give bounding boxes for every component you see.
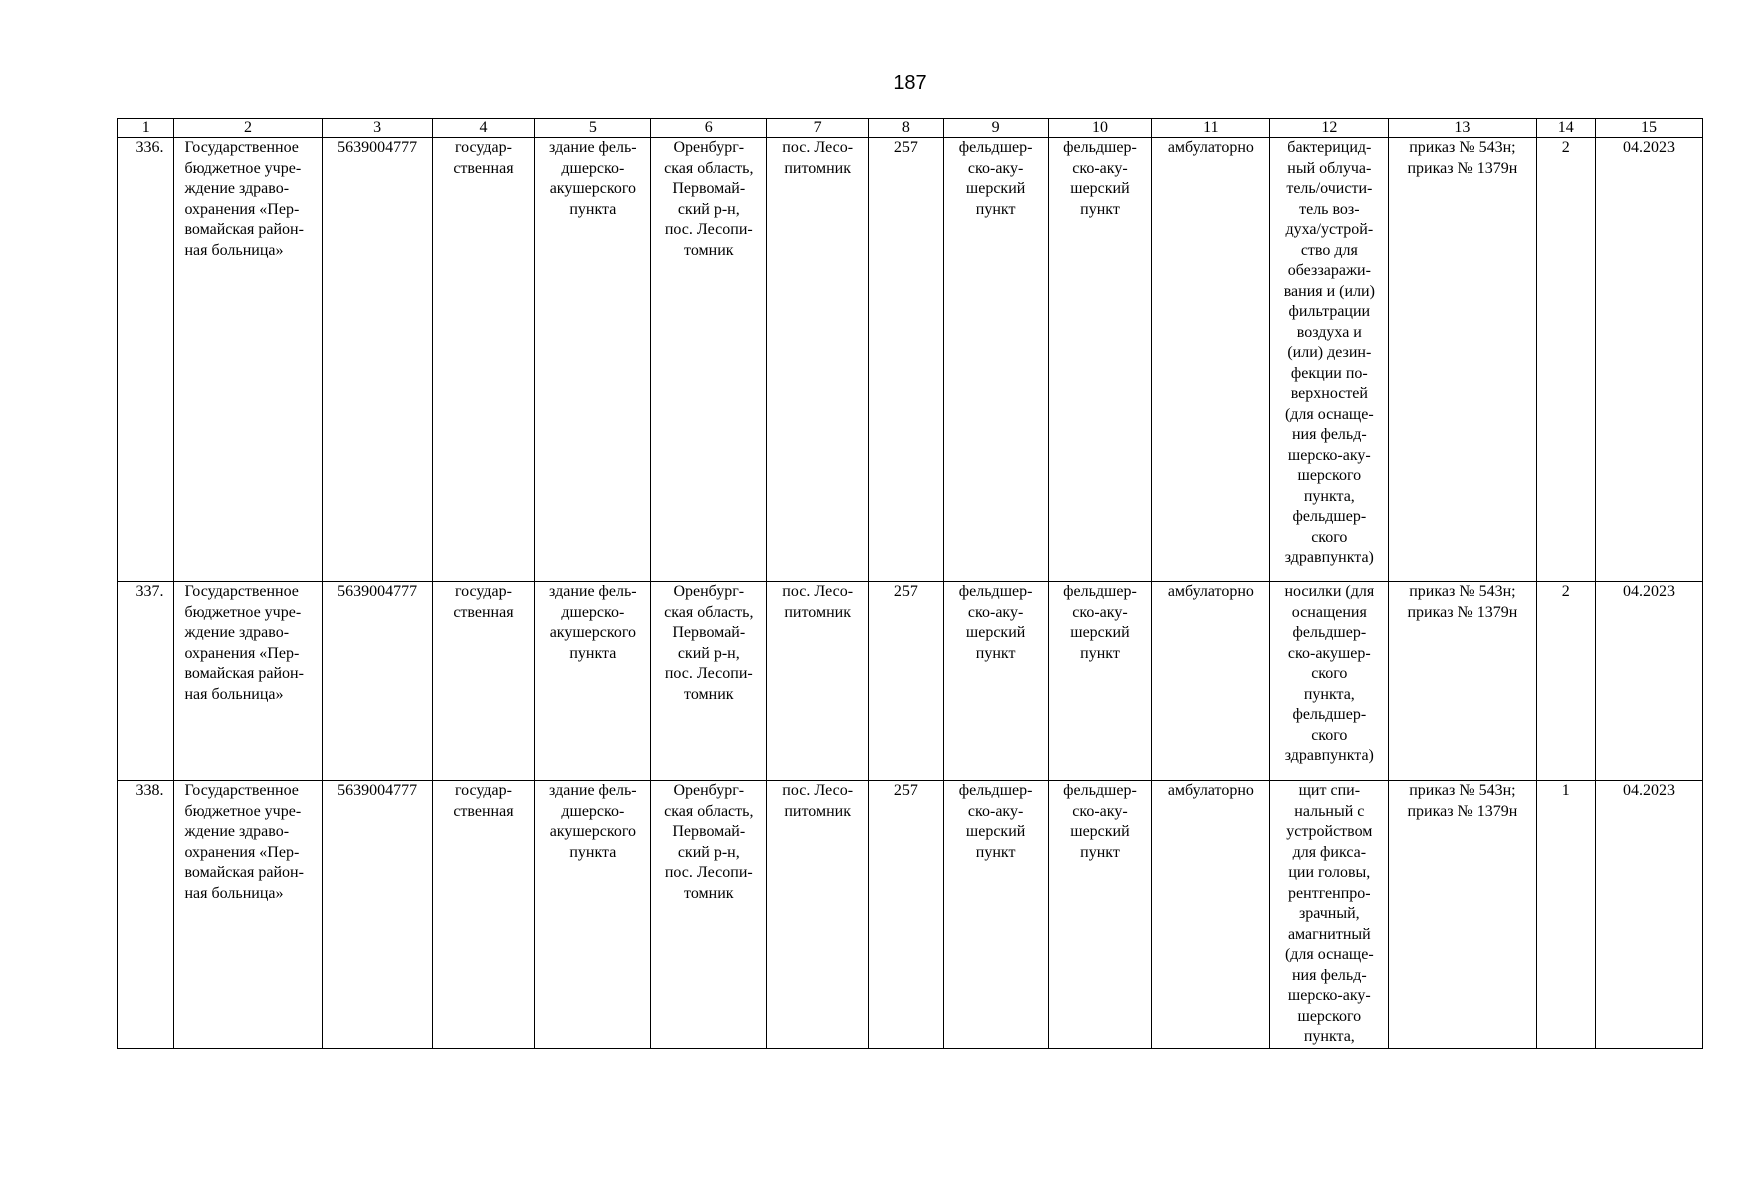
ownership-cell: государ- ственная bbox=[432, 138, 535, 582]
building-cell: здание фель- дшерско- акушерского пункта bbox=[535, 781, 651, 1049]
ownership-cell: государ- ственная bbox=[432, 582, 535, 781]
date-cell: 04.2023 bbox=[1596, 582, 1703, 781]
facility-type-cell: фельдшер- ско-аку- шерский пункт bbox=[943, 781, 1048, 1049]
column-header: 13 bbox=[1389, 119, 1536, 138]
inn-cell: 5639004777 bbox=[322, 138, 432, 582]
date-cell: 04.2023 bbox=[1596, 138, 1703, 582]
page-number: 187 bbox=[893, 72, 927, 94]
care-conditions-cell: амбулаторно bbox=[1152, 138, 1270, 582]
address-cell: Оренбург- ская область, Первомай- ский р-н, пос. Лесопи- томник bbox=[651, 138, 767, 582]
column-header: 14 bbox=[1536, 119, 1595, 138]
column-header: 6 bbox=[651, 119, 767, 138]
column-header: 8 bbox=[869, 119, 944, 138]
column-header: 10 bbox=[1048, 119, 1152, 138]
equipment-cell: носилки (для оснащения фельдшер- ско-акушер- ского пункта, фельдшер- ского здравпункта) bbox=[1270, 582, 1389, 781]
subdivision-cell: фельдшер- ско-аку- шерский пункт bbox=[1048, 582, 1152, 781]
care-conditions-cell: амбулаторно bbox=[1152, 582, 1270, 781]
column-header: 15 bbox=[1596, 119, 1703, 138]
column-number-row bbox=[118, 119, 1703, 138]
quantity-cell: 2 bbox=[1536, 582, 1595, 781]
column-header: 9 bbox=[943, 119, 1048, 138]
column-header: 7 bbox=[767, 119, 869, 138]
date-cell: 04.2023 bbox=[1596, 781, 1703, 1049]
table-row bbox=[118, 138, 1703, 582]
ownership-cell: государ- ственная bbox=[432, 781, 535, 1049]
column-header: 11 bbox=[1152, 119, 1270, 138]
organization-cell: Государственное бюджетное учре- ждение здраво- охранения «Пер- вомайская район- ная больница» bbox=[174, 138, 322, 582]
settlement-cell: пос. Лесо- питомник bbox=[767, 781, 869, 1049]
equipment-cell: бактерицид- ный облуча- тель/очисти- тель воз- духа/устрой- ство для обеззаражи- вания и (или) фильтрации воздуха и (или) дезин- фекции по- верхностей (для оснаще- ния фельд- шерско-аку- шерского пункта, фельдшер- ского здравпункта) bbox=[1270, 138, 1389, 582]
organization-cell: Государственное бюджетное учре- ждение здраво- охранения «Пер- вомайская район- ная больница» bbox=[174, 582, 322, 781]
subdivision-cell: фельдшер- ско-аку- шерский пункт bbox=[1048, 781, 1152, 1049]
order-cell: приказ № 543н; приказ № 1379н bbox=[1389, 138, 1536, 582]
column-header: 3 bbox=[322, 119, 432, 138]
inn-cell: 5639004777 bbox=[322, 582, 432, 781]
settlement-cell: пос. Лесо- питомник bbox=[767, 138, 869, 582]
equipment-cell: щит спи- нальный с устройством для фикса- ции головы, рентгенпро- зрачный, амагнитный (для оснаще- ния фельд- шерско-аку- шерского пункта, bbox=[1270, 781, 1389, 1049]
order-cell: приказ № 543н; приказ № 1379н bbox=[1389, 582, 1536, 781]
address-cell: Оренбург- ская область, Первомай- ский р-н, пос. Лесопи- томник bbox=[651, 582, 767, 781]
table-row bbox=[118, 781, 1703, 1049]
building-cell: здание фель- дшерско- акушерского пункта bbox=[535, 138, 651, 582]
column-header: 2 bbox=[174, 119, 322, 138]
population-cell: 257 bbox=[869, 781, 944, 1049]
quantity-cell: 2 bbox=[1536, 138, 1595, 582]
column-header: 4 bbox=[432, 119, 535, 138]
population-cell: 257 bbox=[869, 138, 944, 582]
column-header: 12 bbox=[1270, 119, 1389, 138]
column-header: 1 bbox=[118, 119, 174, 138]
equipment-table bbox=[117, 118, 1703, 1049]
population-cell: 257 bbox=[869, 582, 944, 781]
building-cell: здание фель- дшерско- акушерского пункта bbox=[535, 582, 651, 781]
order-cell: приказ № 543н; приказ № 1379н bbox=[1389, 781, 1536, 1049]
column-header: 5 bbox=[535, 119, 651, 138]
subdivision-cell: фельдшер- ско-аку- шерский пункт bbox=[1048, 138, 1152, 582]
address-cell: Оренбург- ская область, Первомай- ский р-н, пос. Лесопи- томник bbox=[651, 781, 767, 1049]
row-number-cell: 336. bbox=[118, 138, 174, 582]
row-number-cell: 338. bbox=[118, 781, 174, 1049]
row-number-cell: 337. bbox=[118, 582, 174, 781]
facility-type-cell: фельдшер- ско-аку- шерский пункт bbox=[943, 582, 1048, 781]
organization-cell: Государственное бюджетное учре- ждение здраво- охранения «Пер- вомайская район- ная больница» bbox=[174, 781, 322, 1049]
table-row bbox=[118, 582, 1703, 781]
inn-cell: 5639004777 bbox=[322, 781, 432, 1049]
facility-type-cell: фельдшер- ско-аку- шерский пункт bbox=[943, 138, 1048, 582]
quantity-cell: 1 bbox=[1536, 781, 1595, 1049]
care-conditions-cell: амбулаторно bbox=[1152, 781, 1270, 1049]
settlement-cell: пос. Лесо- питомник bbox=[767, 582, 869, 781]
